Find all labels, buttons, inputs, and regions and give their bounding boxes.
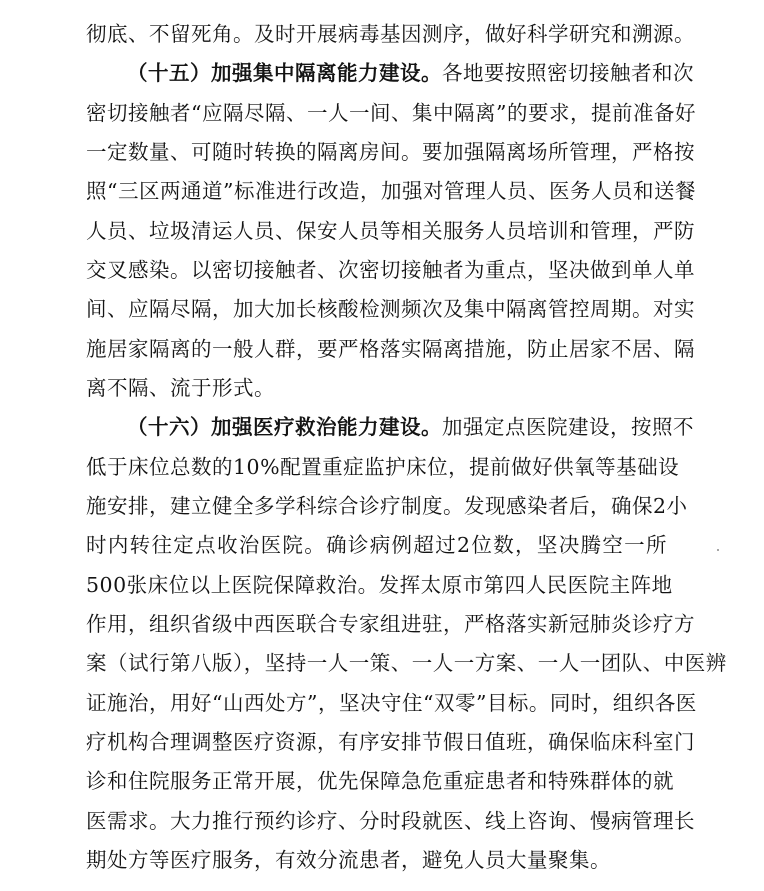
section-16-first-line-text: 加强定点医院建设，按照不 [442,415,694,439]
text-line: 案（试行第八版），坚持一人一策、一人一方案、一人一团队、中医辨 [86,651,727,675]
text-line: 低于床位总数的10%配置重症监护床位，提前做好供氧等基础设 [86,455,680,479]
text-line: 人员、垃圾清运人员、保安人员等相关服务人员培训和管理，严防 [86,219,695,243]
text-line: 交叉感染。以密切接触者、次密切接触者为重点，坚决做到单人单 [86,258,695,282]
text-line: 密切接触者“应隔尽隔、一人一间、集中隔离”的要求，提前准备好 [86,101,696,125]
text-line: 照“三区两通道”标准进行改造，加强对管理人员、医务人员和送餐 [86,179,696,203]
text-line: 诊和住院服务正常开展，优先保障急危重症患者和特殊群体的就 [86,769,674,793]
scan-speck [717,549,719,551]
text-line: 施居家隔离的一般人群，要严格落实隔离措施，防止居家不居、隔 [86,337,695,361]
text-line: 时内转往定点收治医院。确诊病例超过2位数，坚决腾空一所 [86,533,667,557]
text-line: 间、应隔尽隔，加大加长核酸检测频次及集中隔离管控周期。对实 [86,297,695,321]
text-line: 施安排，建立健全多学科综合诊疗制度。发现感染者后，确保2小 [86,494,688,518]
text-line: 离不隔、流于形式。 [86,376,275,400]
section-16-heading: （十六）加强医疗救治能力建设。 [127,415,442,439]
section-15-heading: （十五）加强集中隔离能力建设。 [127,61,442,85]
section-15-first-line [127,55,694,91]
text-line: 期处方等医疗服务，有效分流患者，避免人员大量聚集。 [86,848,611,872]
text-line: 彻底、不留死角。及时开展病毒基因测序，做好科学研究和溯源。 [86,22,695,46]
text-line: 作用，组织省级中西医联合专家组进驻，严格落实新冠肺炎诊疗方 [86,612,695,636]
text-line: 一定数量、可随时转换的隔离房间。要加强隔离场所管理，严格按 [86,140,695,164]
section-15-first-line-text: 各地要按照密切接触者和次 [442,61,694,85]
text-line: 证施治，用好“山西处方”，坚决守住“双零”目标。同时，组织各医 [86,691,697,715]
section-16-first-line [127,409,694,445]
text-line: 500张床位以上医院保障救治。发挥太原市第四人民医院主阵地 [86,573,673,597]
text-line: 医需求。大力推行预约诊疗、分时段就医、线上咨询、慢病管理长 [86,809,695,833]
text-line: 疗机构合理调整医疗资源，有序安排节假日值班，确保临床科室门 [86,730,695,754]
